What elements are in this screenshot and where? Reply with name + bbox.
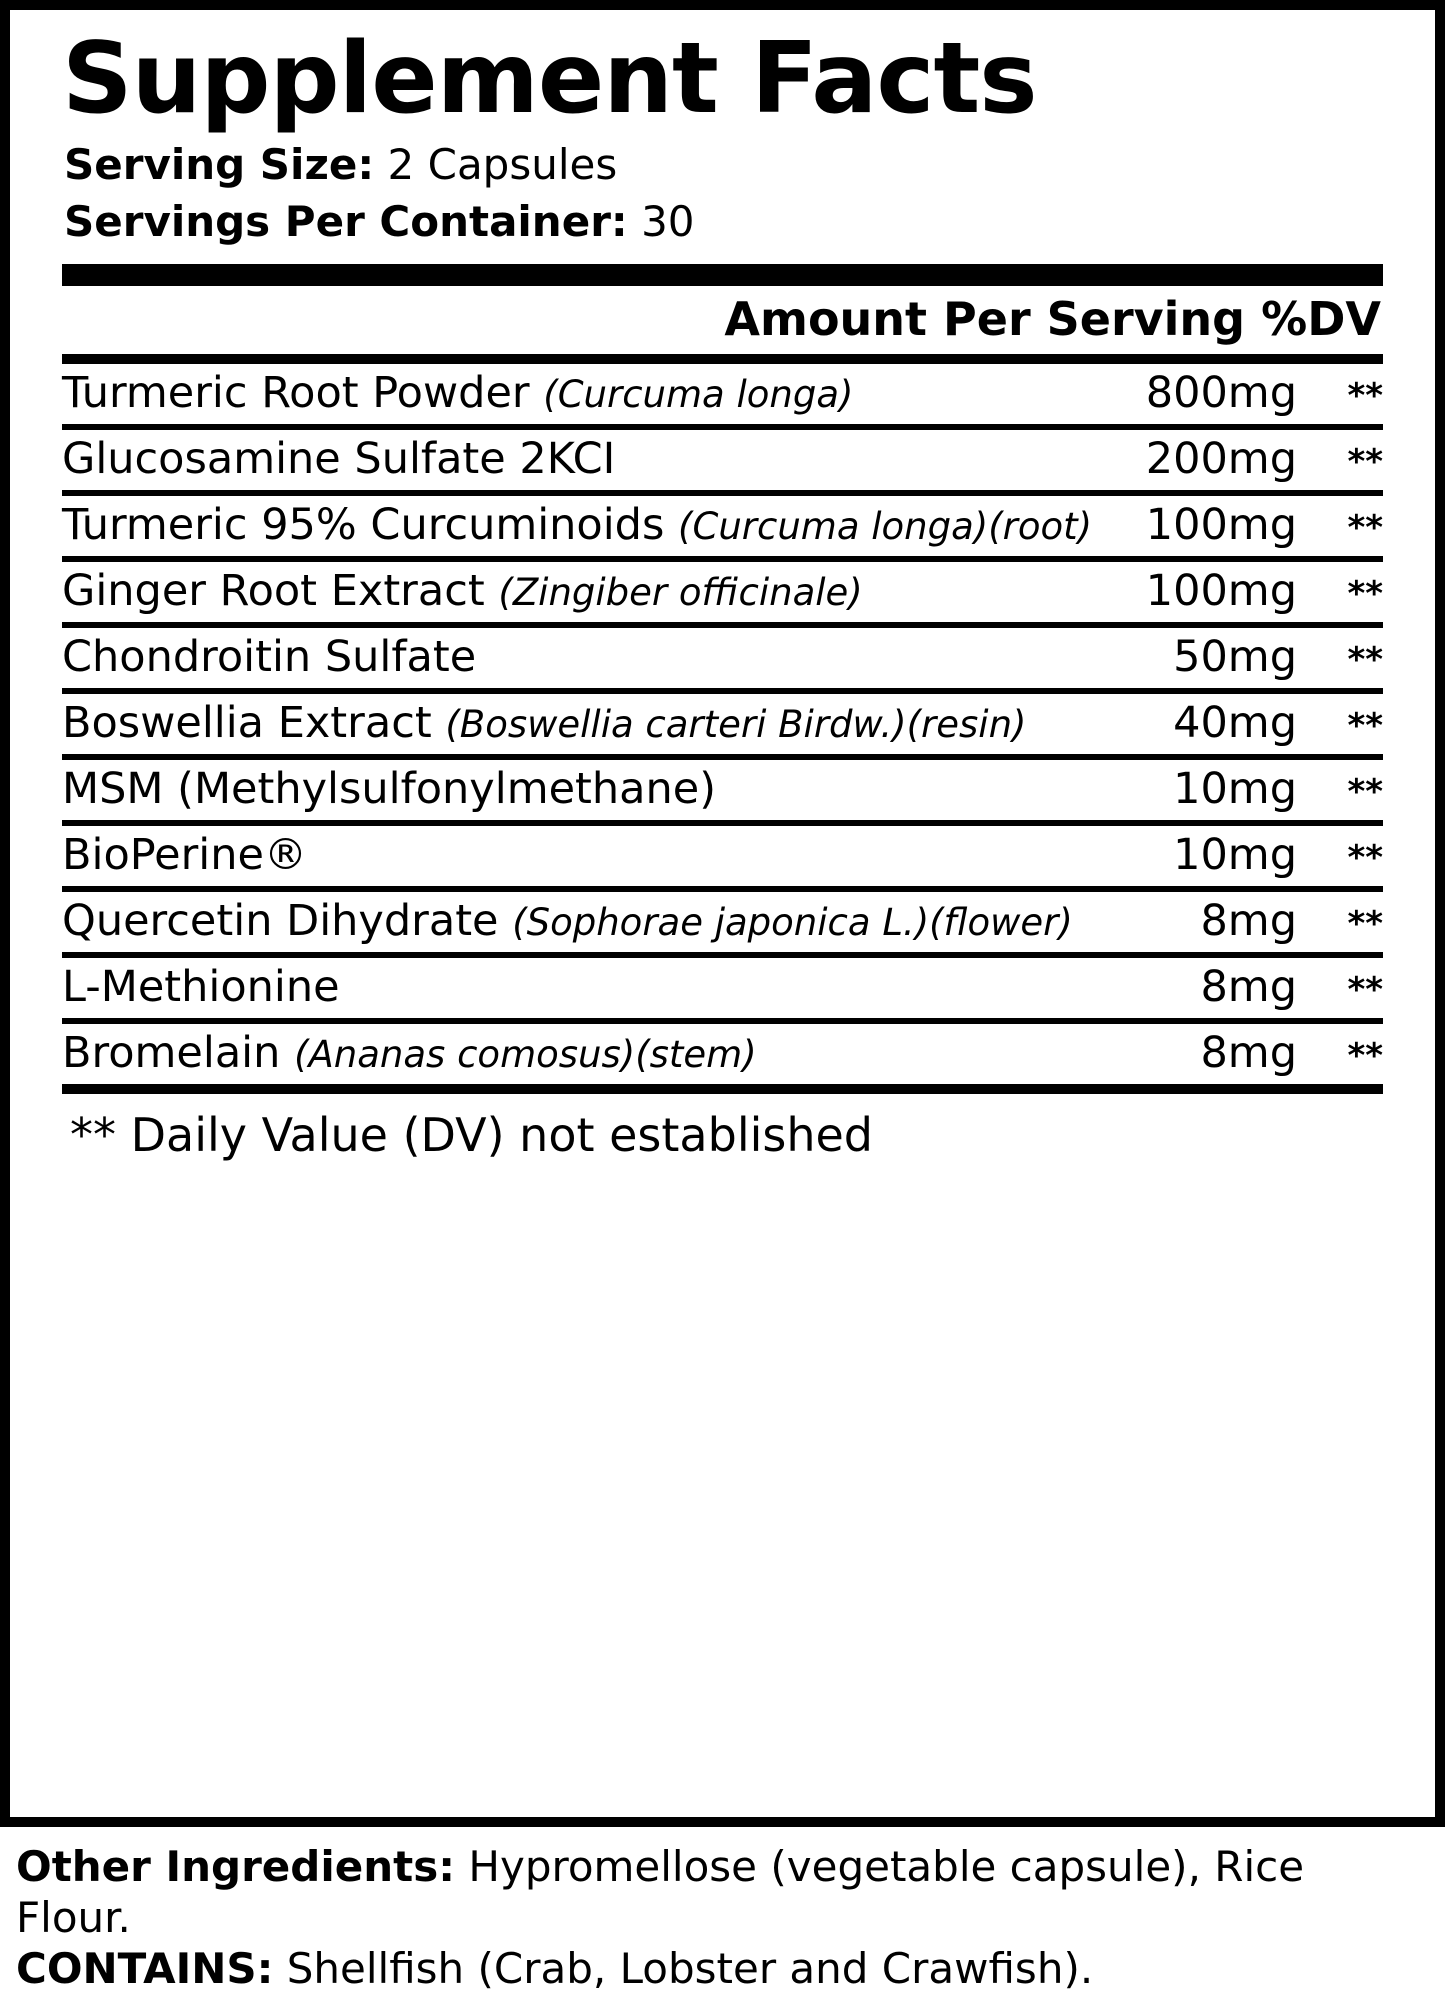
ingredient-name: Chondroitin Sulfate <box>62 632 477 683</box>
ingredient-dv: ** <box>1297 625 1383 691</box>
servings-per-container-line <box>64 194 1395 251</box>
table-row <box>62 889 1383 955</box>
ingredient-name: Bromelain <box>62 1028 295 1079</box>
other-ingredients-line <box>16 1841 1429 1943</box>
ingredient-name-cell <box>62 757 1139 823</box>
ingredient-dv: ** <box>1297 955 1383 1021</box>
ingredient-dv: ** <box>1297 364 1383 427</box>
amount-per-serving-header: Amount Per Serving %DV <box>724 292 1381 347</box>
ingredient-dv: ** <box>1297 559 1383 625</box>
table-row <box>62 559 1383 625</box>
serving-size-value: 2 Capsules <box>387 139 618 189</box>
ingredient-name: Turmeric Root Powder <box>62 368 544 419</box>
ingredient-name: Ginger Root Extract <box>62 566 499 617</box>
contains-label: CONTAINS: <box>16 1944 274 1994</box>
ingredient-name-cell <box>62 427 1139 493</box>
table-row <box>62 625 1383 691</box>
table-row <box>62 955 1383 1021</box>
serving-size-line <box>64 137 1395 194</box>
ingredient-dv: ** <box>1297 757 1383 823</box>
daily-value-note: ** Daily Value (DV) not established <box>70 1108 874 1163</box>
divider-med-under-header <box>62 354 1383 364</box>
ingredient-latin: (Curcuma longa) <box>543 373 854 417</box>
ingredient-name-cell <box>62 823 1139 889</box>
contains-line <box>16 1943 1429 1994</box>
table-row <box>62 364 1383 427</box>
other-ingredients-label: Other Ingredients: <box>16 1842 456 1891</box>
ingredient-dv: ** <box>1297 889 1383 955</box>
other-ingredients-value: Hypromellose (vegetable capsule), Rice Flour. <box>16 1842 1305 1943</box>
ingredient-name: Boswellia Extract <box>62 698 446 749</box>
ingredient-latin: (Boswellia carteri Birdw.)(resin) <box>445 703 1027 747</box>
contains-value: Shellfish (Crab, Lobster and Crawfish). <box>286 1944 1094 1994</box>
ingredient-amount: 8mg <box>1200 1028 1297 1079</box>
page-title: Supplement Facts <box>62 22 1037 136</box>
ingredient-amount: 800mg <box>1139 364 1297 427</box>
table-row <box>62 427 1383 493</box>
table-row <box>62 691 1383 757</box>
ingredient-dv: ** <box>1297 493 1383 559</box>
divider-thick-top <box>62 264 1383 286</box>
ingredient-latin: (Ananas comosus)(stem) <box>294 1033 757 1077</box>
ingredient-name-cell <box>62 559 1139 625</box>
ingredient-name-cell <box>62 625 1139 691</box>
ingredient-latin: (Curcuma longa)(root) <box>678 505 1093 549</box>
table-row <box>62 757 1383 823</box>
ingredient-name-cell <box>62 1021 1139 1084</box>
ingredient-name: L-Methionine <box>62 962 340 1013</box>
servings-per-container-label: Servings Per Container: <box>64 196 628 246</box>
table-row <box>62 823 1383 889</box>
footer-ingredients <box>0 1841 1445 1995</box>
ingredient-name: Turmeric 95% Curcuminoids <box>62 500 679 551</box>
ingredient-amount: 40mg <box>1139 691 1297 757</box>
ingredient-dv: ** <box>1297 823 1383 889</box>
serving-size-label: Serving Size: <box>64 139 375 189</box>
ingredient-amount: 100mg <box>1139 559 1297 625</box>
ingredient-latin: (Sophorae japonica L.)(flower) <box>512 901 1073 945</box>
ingredient-name: MSM (Methylsulfonylmethane) <box>62 764 716 815</box>
ingredient-dv: ** <box>1297 691 1383 757</box>
servings-per-container-value: 30 <box>641 196 695 246</box>
ingredient-name-cell <box>62 955 1139 1021</box>
ingredient-name: Quercetin Dihydrate <box>62 896 513 947</box>
table-row <box>62 493 1383 559</box>
ingredient-dv: ** <box>1347 1036 1383 1077</box>
table-row <box>62 1021 1383 1084</box>
ingredient-name-cell <box>62 364 1139 427</box>
ingredients-table <box>62 364 1383 1084</box>
ingredient-amount: 50mg <box>1139 625 1297 691</box>
ingredient-name-cell <box>62 889 1139 955</box>
ingredients-table-body <box>62 364 1383 1084</box>
divider-med-bottom <box>62 1084 1383 1094</box>
ingredient-amount: 8mg <box>1139 955 1297 1021</box>
ingredient-latin: (Zingiber officinale) <box>498 571 863 615</box>
ingredient-dv: ** <box>1297 427 1383 493</box>
ingredient-amount: 8mg <box>1139 889 1297 955</box>
ingredient-amount: 10mg <box>1139 823 1297 889</box>
ingredient-amount: 10mg <box>1139 757 1297 823</box>
ingredient-name-cell <box>62 691 1139 757</box>
ingredient-name-cell <box>62 493 1139 559</box>
ingredient-name: BioPerine® <box>62 830 307 881</box>
ingredient-amount: 200mg <box>1139 427 1297 493</box>
ingredient-amount: 100mg <box>1139 493 1297 559</box>
ingredient-name: Glucosamine Sulfate 2KCI <box>62 434 616 485</box>
